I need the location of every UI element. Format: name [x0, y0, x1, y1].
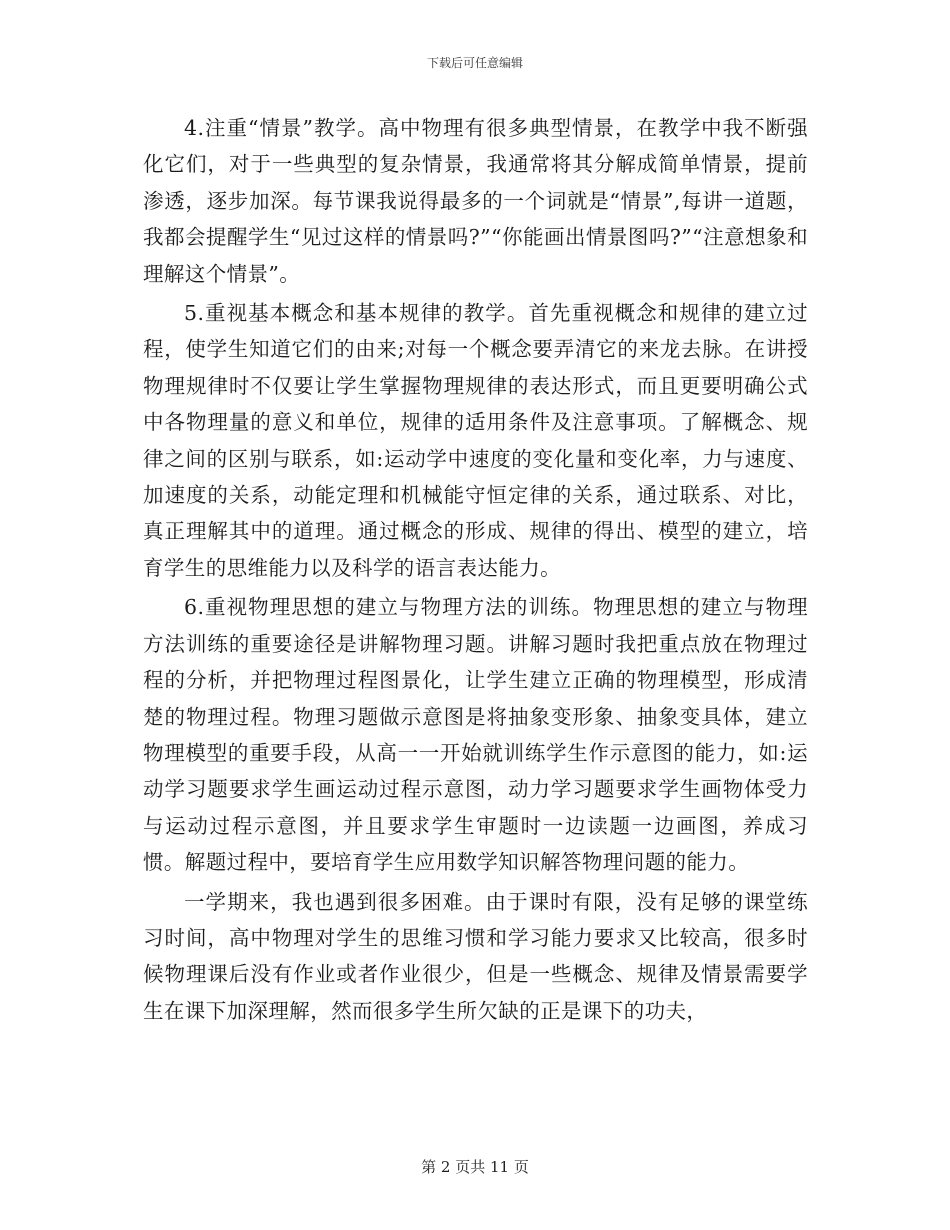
page-footer: 第 2 页共 11 页	[421, 1158, 529, 1176]
paragraph-physics-methods: 6.重视物理思想的建立与物理方法的训练。物理思想的建立与物理方法训练的重要途径是讲解物理习题。讲解习题时我把重点放在物理过程的分析，并把物理过程图景化，让学生建立正确的物理模型，形成清楚的物理过程。物理习题做示意图是将抽象变形象、抽象变具体，建立物理模型的重要手段，从高一一开始就训练学生作示意图的能力，如:运动学习题要求学生画运动过程示意图，动力学习题要求学生画物体受力与运动过程示意图，并且要求学生审题时一边读题一边画图，养成习惯。解题过程中，要培育学生应用数学知识解答物理问题的能力。	[143, 595, 808, 875]
paragraph-situational-teaching: 4.注重“情景”教学。高中物理有很多典型情景，在教学中我不断强化它们，对于一些典型的复杂情景，我通常将其分解成简单情景，提前渗透，逐步加深。每节课我说得最多的一个词就是“情景”,每讲一道题，我都会提醒学生“见过这样的情景吗?”“你能画出情景图吗?”“注意想象和理解这个情景”。	[143, 116, 808, 286]
document-body	[143, 110, 808, 1032]
paragraph-concepts-and-laws: 5.重视基本概念和基本规律的教学。首先重视概念和规律的建立过程，使学生知道它们的由来;对每一个概念要弄清它的来龙去脉。在讲授物理规律时不仅要让学生掌握物理规律的表达形式，而且更要明确公式中各物理量的意义和单位，规律的适用条件及注意事项。了解概念、规律之间的区别与联系，如:运动学中速度的变化量和变化率，力与速度、加速度的关系，动能定理和机械能守恒定律的关系，通过联系、对比，真正理解其中的道理。通过概念的形成、规律的得出、模型的建立，培育学生的思维能力以及科学的语言表达能力。	[143, 301, 808, 580]
page-header: 下载后可任意编辑	[426, 56, 523, 70]
paragraph-difficulties: 一学期来，我也遇到很多困难。由于课时有限，没有足够的课堂练习时间，高中物理对学生的思维习惯和学习能力要求又比较高，很多时候物理课后没有作业或者作业很少，但是一些概念、规律及情景需要学生在课下加深理解，然而很多学生所欠缺的正是课下的功夫，	[143, 889, 808, 1023]
